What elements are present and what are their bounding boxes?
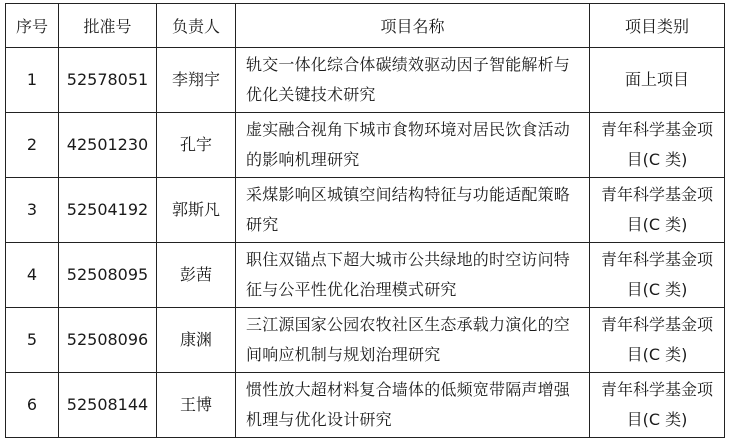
cell-project-title: 惯性放大超材料复合墙体的低频宽带隔声增强机理与优化设计研究 <box>236 373 590 438</box>
header-seq: 序号 <box>6 4 59 48</box>
cell-seq: 2 <box>6 113 59 178</box>
cell-project-category: 青年科学基金项目(C 类) <box>590 308 725 373</box>
table-row <box>6 48 725 113</box>
table-row <box>6 373 725 438</box>
cell-project-category: 青年科学基金项目(C 类) <box>590 373 725 438</box>
cell-principal-investigator: 王博 <box>157 373 236 438</box>
header-project-title: 项目名称 <box>236 4 590 48</box>
cell-seq: 4 <box>6 243 59 308</box>
cell-project-title: 三江源国家公园农牧社区生态承载力演化的空间响应机制与规划治理研究 <box>236 308 590 373</box>
table-row <box>6 308 725 373</box>
cell-project-category: 青年科学基金项目(C 类) <box>590 243 725 308</box>
cell-principal-investigator: 郭斯凡 <box>157 178 236 243</box>
cell-project-title: 采煤影响区城镇空间结构特征与功能适配策略研究 <box>236 178 590 243</box>
header-project-category: 项目类别 <box>590 4 725 48</box>
table-row <box>6 113 725 178</box>
table-row <box>6 178 725 243</box>
header-principal-investigator: 负责人 <box>157 4 236 48</box>
cell-principal-investigator: 孔宇 <box>157 113 236 178</box>
table-header-row <box>6 4 725 48</box>
cell-principal-investigator: 康渊 <box>157 308 236 373</box>
cell-approval-number: 52508095 <box>59 243 157 308</box>
cell-seq: 5 <box>6 308 59 373</box>
cell-project-title: 轨交一体化综合体碳绩效驱动因子智能解析与优化关键技术研究 <box>236 48 590 113</box>
cell-project-category: 青年科学基金项目(C 类) <box>590 178 725 243</box>
cell-approval-number: 42501230 <box>59 113 157 178</box>
cell-seq: 3 <box>6 178 59 243</box>
grant-projects-table <box>5 3 725 438</box>
cell-seq: 1 <box>6 48 59 113</box>
cell-approval-number: 52508096 <box>59 308 157 373</box>
cell-project-category: 青年科学基金项目(C 类) <box>590 113 725 178</box>
cell-principal-investigator: 李翔宇 <box>157 48 236 113</box>
cell-project-category: 面上项目 <box>590 48 725 113</box>
cell-principal-investigator: 彭茜 <box>157 243 236 308</box>
header-approval-number: 批准号 <box>59 4 157 48</box>
cell-approval-number: 52508144 <box>59 373 157 438</box>
cell-approval-number: 52504192 <box>59 178 157 243</box>
cell-approval-number: 52578051 <box>59 48 157 113</box>
cell-project-title: 虚实融合视角下城市食物环境对居民饮食活动的影响机理研究 <box>236 113 590 178</box>
cell-project-title: 职住双锚点下超大城市公共绿地的时空访问特征与公平性优化治理模式研究 <box>236 243 590 308</box>
table-row <box>6 243 725 308</box>
cell-seq: 6 <box>6 373 59 438</box>
